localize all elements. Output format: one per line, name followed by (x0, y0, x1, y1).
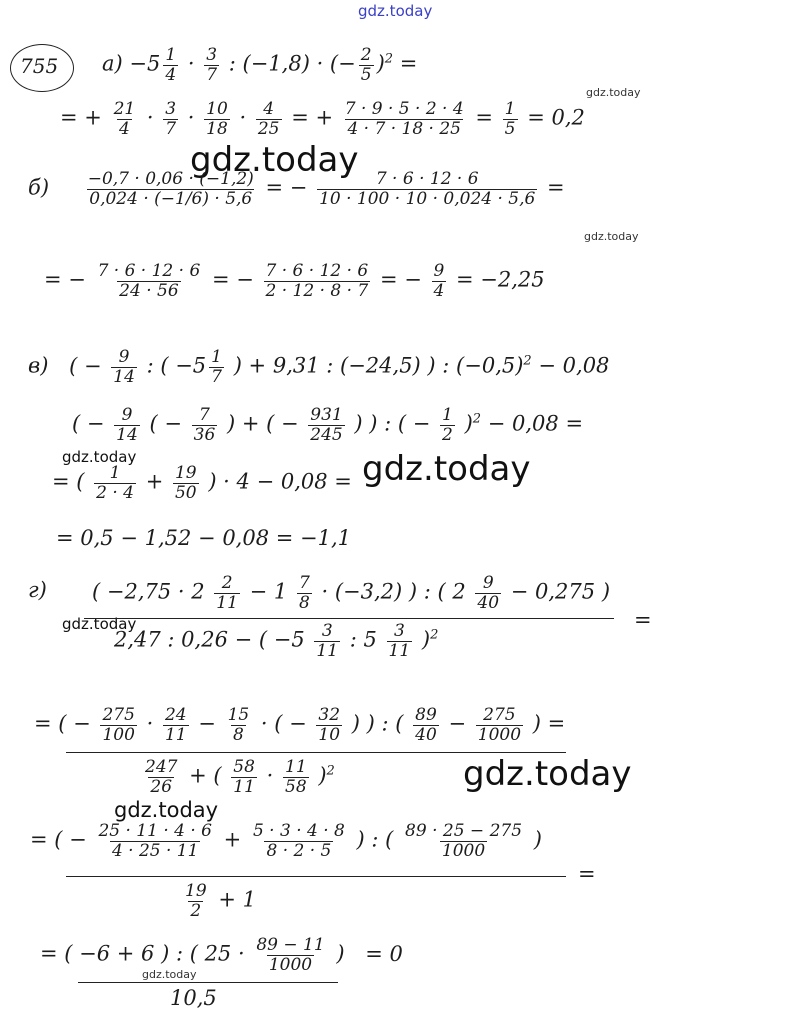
numerator: 9 (482, 573, 494, 593)
part-b-line-2 (44, 262, 545, 300)
part-g-numerator-1 (92, 574, 610, 612)
term: : (−1,8) · (− (228, 51, 356, 76)
numerator: 2 (221, 573, 233, 593)
numerator: 1 (165, 45, 177, 65)
fraction (475, 574, 501, 612)
fraction (163, 100, 178, 138)
denominator: 100 (102, 724, 135, 745)
part-a-line-2 (60, 100, 585, 138)
watermark-large: gdz.today (362, 449, 531, 489)
exponent: 2 (384, 51, 394, 67)
operator: + (223, 827, 242, 852)
fraction (403, 822, 524, 860)
numerator: 3 (393, 621, 405, 641)
term: ) = (532, 711, 566, 736)
fraction (173, 464, 199, 502)
term: = − (44, 267, 86, 292)
term: = + (291, 105, 334, 130)
term: ) + 9,31 : (−24,5) ) : (−0,5) (233, 353, 524, 378)
watermark-small: gdz.today (62, 448, 137, 466)
denominator: 245 (310, 424, 343, 445)
numerator: 1 (211, 347, 222, 367)
part-v-line-3 (52, 464, 352, 502)
term: = − (379, 267, 422, 292)
part-label: б) (28, 175, 50, 200)
fraction (254, 936, 326, 974)
equals: = (475, 105, 493, 130)
term: + 1 (218, 887, 256, 912)
operator: − (448, 711, 467, 736)
term: = ( − (30, 827, 87, 852)
fraction (231, 758, 257, 796)
fraction (343, 100, 466, 138)
term: ) (464, 411, 473, 436)
term: = − (211, 267, 254, 292)
operator: · (187, 51, 195, 76)
numerator: 7 · 6 · 12 · 6 (97, 261, 201, 281)
numerator: 931 (310, 405, 343, 425)
term: = ( −6 + 6 ) : ( 25 · (40, 941, 245, 966)
denominator: 40 (415, 724, 437, 745)
fraction (94, 464, 136, 502)
fraction (317, 170, 537, 208)
fraction-bar (78, 982, 338, 983)
fraction (100, 706, 136, 744)
fraction (476, 706, 523, 744)
term: ) (533, 827, 542, 852)
exponent: 2 (430, 627, 439, 643)
watermark-small: gdz.today (62, 615, 137, 633)
fraction (297, 574, 312, 612)
fraction (114, 406, 140, 444)
watermark-small: gdz.today (584, 230, 639, 243)
fraction (143, 758, 179, 796)
numerator: 5 · 3 · 4 · 8 (252, 821, 345, 841)
operator: · (266, 763, 274, 788)
denominator: 14 (116, 424, 138, 445)
term: ) · 4 − 0,08 = (208, 469, 352, 494)
fraction (96, 822, 214, 860)
fraction (226, 706, 252, 744)
term: ) + ( − (226, 411, 299, 436)
fraction (440, 406, 455, 444)
term: = − (265, 175, 308, 200)
numerator: 1 (504, 99, 516, 119)
term: ) (336, 941, 345, 966)
numerator: 21 (113, 99, 136, 119)
operator: + (145, 469, 164, 494)
part-g-denominator-2 (140, 758, 335, 796)
operator: · (239, 105, 247, 130)
operator: · (187, 105, 195, 130)
numerator: 24 (164, 705, 187, 725)
fraction (111, 348, 137, 386)
operator: − (198, 711, 216, 736)
denominator: 11 (388, 640, 411, 661)
part-b-line-1 (28, 170, 565, 208)
term: ) (318, 763, 327, 788)
term: + ( (189, 763, 222, 788)
part-g-denominator-3 (180, 882, 256, 920)
denominator: 4 · 7 · 18 · 25 (347, 118, 461, 139)
numerator: 7 (199, 405, 210, 425)
numerator: 58 (233, 757, 255, 777)
operator: · (146, 711, 154, 736)
denominator: 10 (318, 724, 341, 745)
fraction (192, 406, 218, 444)
equals: = (634, 608, 652, 632)
numerator: 32 (318, 705, 341, 725)
denominator: 5 (504, 118, 516, 139)
part-v-line-1 (28, 348, 609, 386)
denominator: 5 (360, 64, 372, 85)
part-a-line-1 (102, 46, 417, 84)
watermark-top: gdz.today (358, 2, 433, 20)
fraction-bar (66, 876, 566, 877)
term: ) (376, 51, 385, 76)
term: = ( (52, 469, 85, 494)
result: = 0,2 (527, 105, 585, 130)
numerator: 89 · 25 − 275 (405, 821, 523, 841)
denominator: 40 (477, 592, 500, 613)
numerator: 10 (206, 99, 228, 119)
part-g-denominator-1 (114, 622, 438, 660)
part-g-denominator-4: 10,5 (170, 986, 217, 1010)
denominator: 50 (174, 482, 197, 503)
part-g-numerator-2 (34, 706, 565, 744)
numerator: 25 · 11 · 4 · 6 (98, 821, 212, 841)
numerator: 9 (433, 261, 445, 281)
fraction (214, 574, 240, 612)
part-v-line-4: = 0,5 − 1,52 − 0,08 = −1,1 (56, 526, 352, 550)
numerator: −0,7 · 0,06 · (−1,2) (87, 169, 254, 189)
term: ) ) : ( − (354, 411, 431, 436)
numerator: 7 (298, 573, 310, 593)
numerator: 19 (185, 881, 207, 901)
fraction (163, 706, 189, 744)
fraction (112, 100, 138, 138)
problem-number: 755 (20, 54, 59, 78)
numerator: 3 (206, 45, 218, 65)
denominator: 2 (442, 424, 453, 445)
term: : ( −5 (146, 353, 207, 378)
numerator: 1 (109, 463, 121, 483)
term: − 0,275 ) (510, 579, 611, 604)
numerator: 4 (263, 99, 275, 119)
denominator: 1000 (268, 954, 313, 975)
fraction-bar (84, 618, 614, 619)
watermark-small: gdz.today (586, 86, 641, 99)
denominator: 2 (190, 900, 202, 921)
fraction (283, 758, 309, 796)
term: ) : ( (356, 827, 394, 852)
fraction (413, 706, 439, 744)
fraction (503, 100, 518, 138)
term: − 1 (249, 579, 288, 604)
denominator: 4 (118, 118, 130, 139)
term: = ( − (34, 711, 91, 736)
term: · (−3,2) ) : ( 2 (321, 579, 466, 604)
denominator: 11 (164, 724, 187, 745)
fraction (204, 100, 230, 138)
denominator: 10 · 100 · 10 · 0,024 · 5,6 (319, 188, 536, 209)
term: ( −2,75 · 2 (92, 579, 205, 604)
part-g-label: г) (28, 578, 47, 602)
numerator: 3 (321, 621, 333, 641)
watermark-medium: gdz.today (114, 798, 219, 822)
term: = + (60, 105, 102, 130)
term: −5 (129, 51, 161, 76)
term: ( − (72, 411, 105, 436)
term: · ( − (260, 711, 307, 736)
numerator: 9 (121, 405, 133, 425)
denominator: 25 (257, 118, 280, 139)
fraction (314, 622, 340, 660)
term: − 0,08 = (487, 411, 584, 436)
watermark-large: gdz.today (463, 754, 632, 794)
denominator: 11 (316, 640, 339, 661)
exponent: 2 (472, 411, 482, 427)
denominator: 8 (298, 592, 310, 613)
denominator: 1000 (477, 724, 522, 745)
part-g-numerator-3 (30, 822, 542, 860)
fraction (204, 46, 219, 84)
fraction (163, 46, 178, 84)
denominator: 11 (233, 776, 255, 797)
numerator: 275 (483, 705, 516, 725)
fraction (432, 262, 447, 300)
term: ( − (149, 411, 182, 436)
numerator: 1 (442, 405, 453, 425)
denominator: 4 · 25 · 11 (111, 840, 199, 861)
operator: · (146, 105, 154, 130)
fraction (209, 348, 224, 386)
numerator: 7 · 6 · 12 · 6 (265, 261, 369, 281)
term: : 5 (349, 627, 377, 652)
denominator: 24 · 56 (119, 280, 179, 301)
fraction (251, 822, 347, 860)
equals: = (578, 862, 596, 886)
denominator: 0,024 · (−1/6) · 5,6 (89, 188, 253, 209)
term: ( − (69, 353, 102, 378)
numerator: 11 (285, 757, 307, 777)
denominator: 58 (285, 776, 307, 797)
denominator: 1000 (441, 840, 486, 861)
fraction (308, 406, 344, 444)
fraction (264, 262, 371, 300)
denominator: 2 · 12 · 8 · 7 (265, 280, 369, 301)
fraction (86, 170, 256, 208)
numerator: 2 (360, 45, 372, 65)
equals: = (399, 51, 418, 76)
denominator: 11 (216, 592, 238, 613)
part-v-line-2 (72, 406, 583, 444)
term: ) ) : ( (351, 711, 404, 736)
fraction (359, 46, 374, 84)
denominator: 7 (165, 118, 177, 139)
denominator: 7 (211, 366, 222, 387)
denominator: 4 (165, 64, 177, 85)
numerator: 7 · 9 · 5 · 2 · 4 (344, 99, 464, 119)
denominator: 8 · 2 · 5 (266, 840, 332, 861)
numerator: 3 (165, 99, 177, 119)
numerator: 275 (102, 705, 135, 725)
term: − 0,08 (538, 353, 610, 378)
result: = −2,25 (456, 267, 545, 292)
numerator: 247 (145, 757, 178, 777)
part-g-numerator-4 (40, 936, 403, 974)
watermark-small: gdz.today (142, 968, 197, 981)
part-label: а) (102, 51, 123, 76)
fraction (96, 262, 203, 300)
exponent: 2 (523, 353, 532, 369)
part-label: в) (28, 353, 49, 378)
denominator: 14 (113, 366, 135, 387)
result: = 0 (365, 941, 403, 966)
fraction (316, 706, 342, 744)
denominator: 36 (193, 424, 216, 445)
denominator: 7 (206, 64, 218, 85)
numerator: 9 (118, 347, 130, 367)
term: ) (421, 627, 431, 652)
fraction (183, 882, 209, 920)
equals: = (547, 175, 565, 200)
term: 2,47 : 0,26 − ( −5 (114, 627, 305, 652)
fraction (256, 100, 282, 138)
denominator: 4 (433, 280, 445, 301)
denominator: 26 (150, 776, 173, 797)
numerator: 7 · 6 · 12 · 6 (375, 169, 479, 189)
numerator: 89 − 11 (256, 935, 325, 955)
denominator: 2 · 4 (96, 482, 134, 503)
exponent: 2 (326, 763, 335, 779)
watermark-large: gdz.today (190, 140, 359, 180)
denominator: 18 (206, 118, 228, 139)
numerator: 89 (415, 705, 437, 725)
numerator: 19 (174, 463, 197, 483)
fraction (387, 622, 413, 660)
denominator: 8 (232, 724, 244, 745)
fraction-bar (66, 752, 566, 753)
numerator: 15 (227, 705, 250, 725)
